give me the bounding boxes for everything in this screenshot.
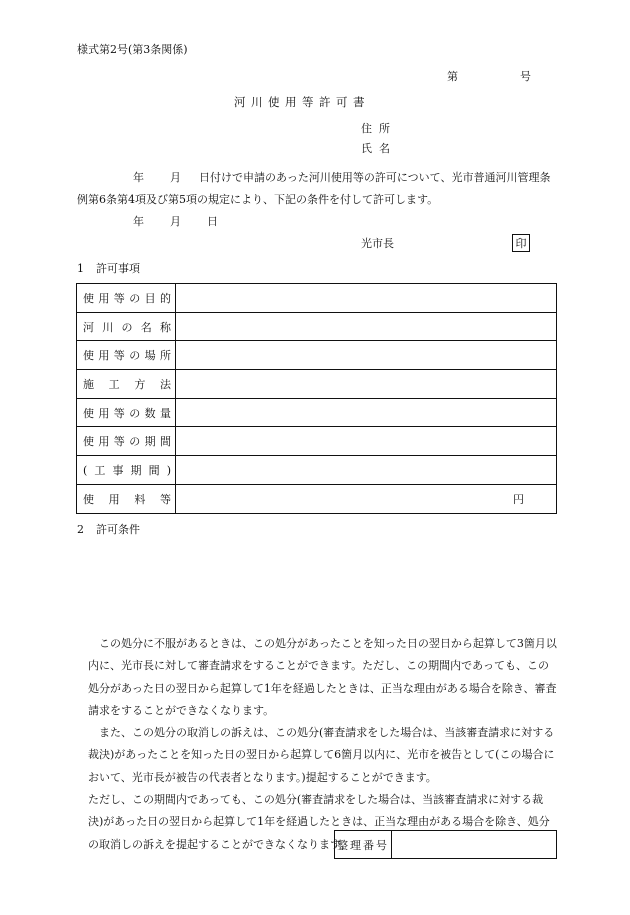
row-value[interactable] bbox=[176, 341, 557, 370]
row-value[interactable] bbox=[176, 398, 557, 427]
row-label: 使用等の場所 bbox=[77, 341, 176, 370]
row-label: 使用料等 bbox=[77, 484, 176, 513]
row-label: 施工方法 bbox=[77, 370, 176, 399]
row-value[interactable] bbox=[176, 312, 557, 341]
issue-year: 年 bbox=[133, 215, 144, 228]
table-row bbox=[77, 456, 557, 485]
issue-month: 月 bbox=[170, 215, 181, 228]
permit-items-table bbox=[76, 283, 557, 514]
table-row bbox=[335, 831, 557, 859]
section-permit-conditions bbox=[77, 524, 140, 535]
application-month: 月 bbox=[170, 171, 181, 184]
notice-paragraph: この処分に不服があるときは、この処分があったことを知った日の翌日から起算して3箇月以内に、光市長に対して審査請求をすることができます。ただし、この期間内であっても、この処分があった日の翌日から起算して1年を経過したときは、正当な理由がある場合を除き、審査請求をすることができなくなります。 bbox=[88, 637, 557, 717]
table-row bbox=[77, 341, 557, 370]
notice-paragraph: ただし、この期間内であっても、この処分(審査請求をした場合は、当該審査請求に対する裁決)があった日の翌日から起算して1年を経過したときは、正当な理由がある場合を除き、処分の取消しの訴えを提起することができなくなります。 bbox=[88, 793, 550, 851]
application-day: 日 bbox=[199, 171, 210, 184]
registry-number-box bbox=[334, 830, 557, 859]
table-row bbox=[77, 427, 557, 456]
section-number: 1 bbox=[77, 262, 84, 275]
row-value[interactable] bbox=[176, 370, 557, 399]
appeal-notice bbox=[88, 633, 558, 856]
row-label: 使用等の数量 bbox=[77, 398, 176, 427]
application-year: 年 bbox=[133, 171, 144, 184]
row-label: (工事期間) bbox=[77, 456, 176, 485]
table-row bbox=[77, 484, 557, 513]
row-label: 河川の名称 bbox=[77, 312, 176, 341]
registry-value[interactable] bbox=[392, 831, 557, 859]
issue-day: 日 bbox=[207, 215, 218, 228]
row-value[interactable] bbox=[176, 284, 557, 313]
issuer-mayor: 光市長 bbox=[361, 237, 394, 250]
number-prefix: 第 bbox=[447, 70, 458, 83]
row-value[interactable] bbox=[176, 456, 557, 485]
row-label: 使用等の目的 bbox=[77, 284, 176, 313]
registry-label: 整理番号 bbox=[335, 831, 392, 859]
fee-value-cell[interactable] bbox=[176, 484, 557, 513]
document-title: 河川使用等許可書 bbox=[234, 95, 370, 109]
section-title: 許可条件 bbox=[96, 523, 140, 536]
table-row bbox=[77, 370, 557, 399]
table-row bbox=[77, 284, 557, 313]
table-row bbox=[77, 398, 557, 427]
document-number bbox=[447, 71, 531, 82]
section-title: 許可事項 bbox=[96, 262, 140, 275]
table-row bbox=[77, 312, 557, 341]
statement-text: 付けで申請のあった河川使用等の許可について、光市普通河川管理条例第6条第4項及び第5項の規定により、下記の条件を付して許可します。 bbox=[77, 171, 551, 206]
notice-paragraph: また、この処分の取消しの訴えは、この処分(審査請求をした場合は、当該審査請求に対する裁決)があったことを知った日の翌日から起算して6箇月以内に、光市を被告として(この場合において、光市長が被告の代表者となります。)提起することができます。 bbox=[88, 726, 555, 784]
section-number: 2 bbox=[77, 523, 84, 536]
form-label: 様式第2号(第3条関係) bbox=[77, 43, 188, 56]
application-date bbox=[77, 167, 210, 189]
yen-unit: 円 bbox=[513, 492, 524, 506]
permit-statement bbox=[77, 167, 557, 211]
address-label: 住所 bbox=[361, 122, 397, 135]
row-value[interactable] bbox=[176, 427, 557, 456]
issue-date bbox=[133, 216, 244, 227]
number-suffix: 号 bbox=[520, 70, 531, 83]
row-label: 使用等の期間 bbox=[77, 427, 176, 456]
name-label: 氏名 bbox=[361, 142, 397, 155]
section-permit-items bbox=[77, 263, 140, 274]
seal-mark: 印 bbox=[512, 234, 530, 252]
